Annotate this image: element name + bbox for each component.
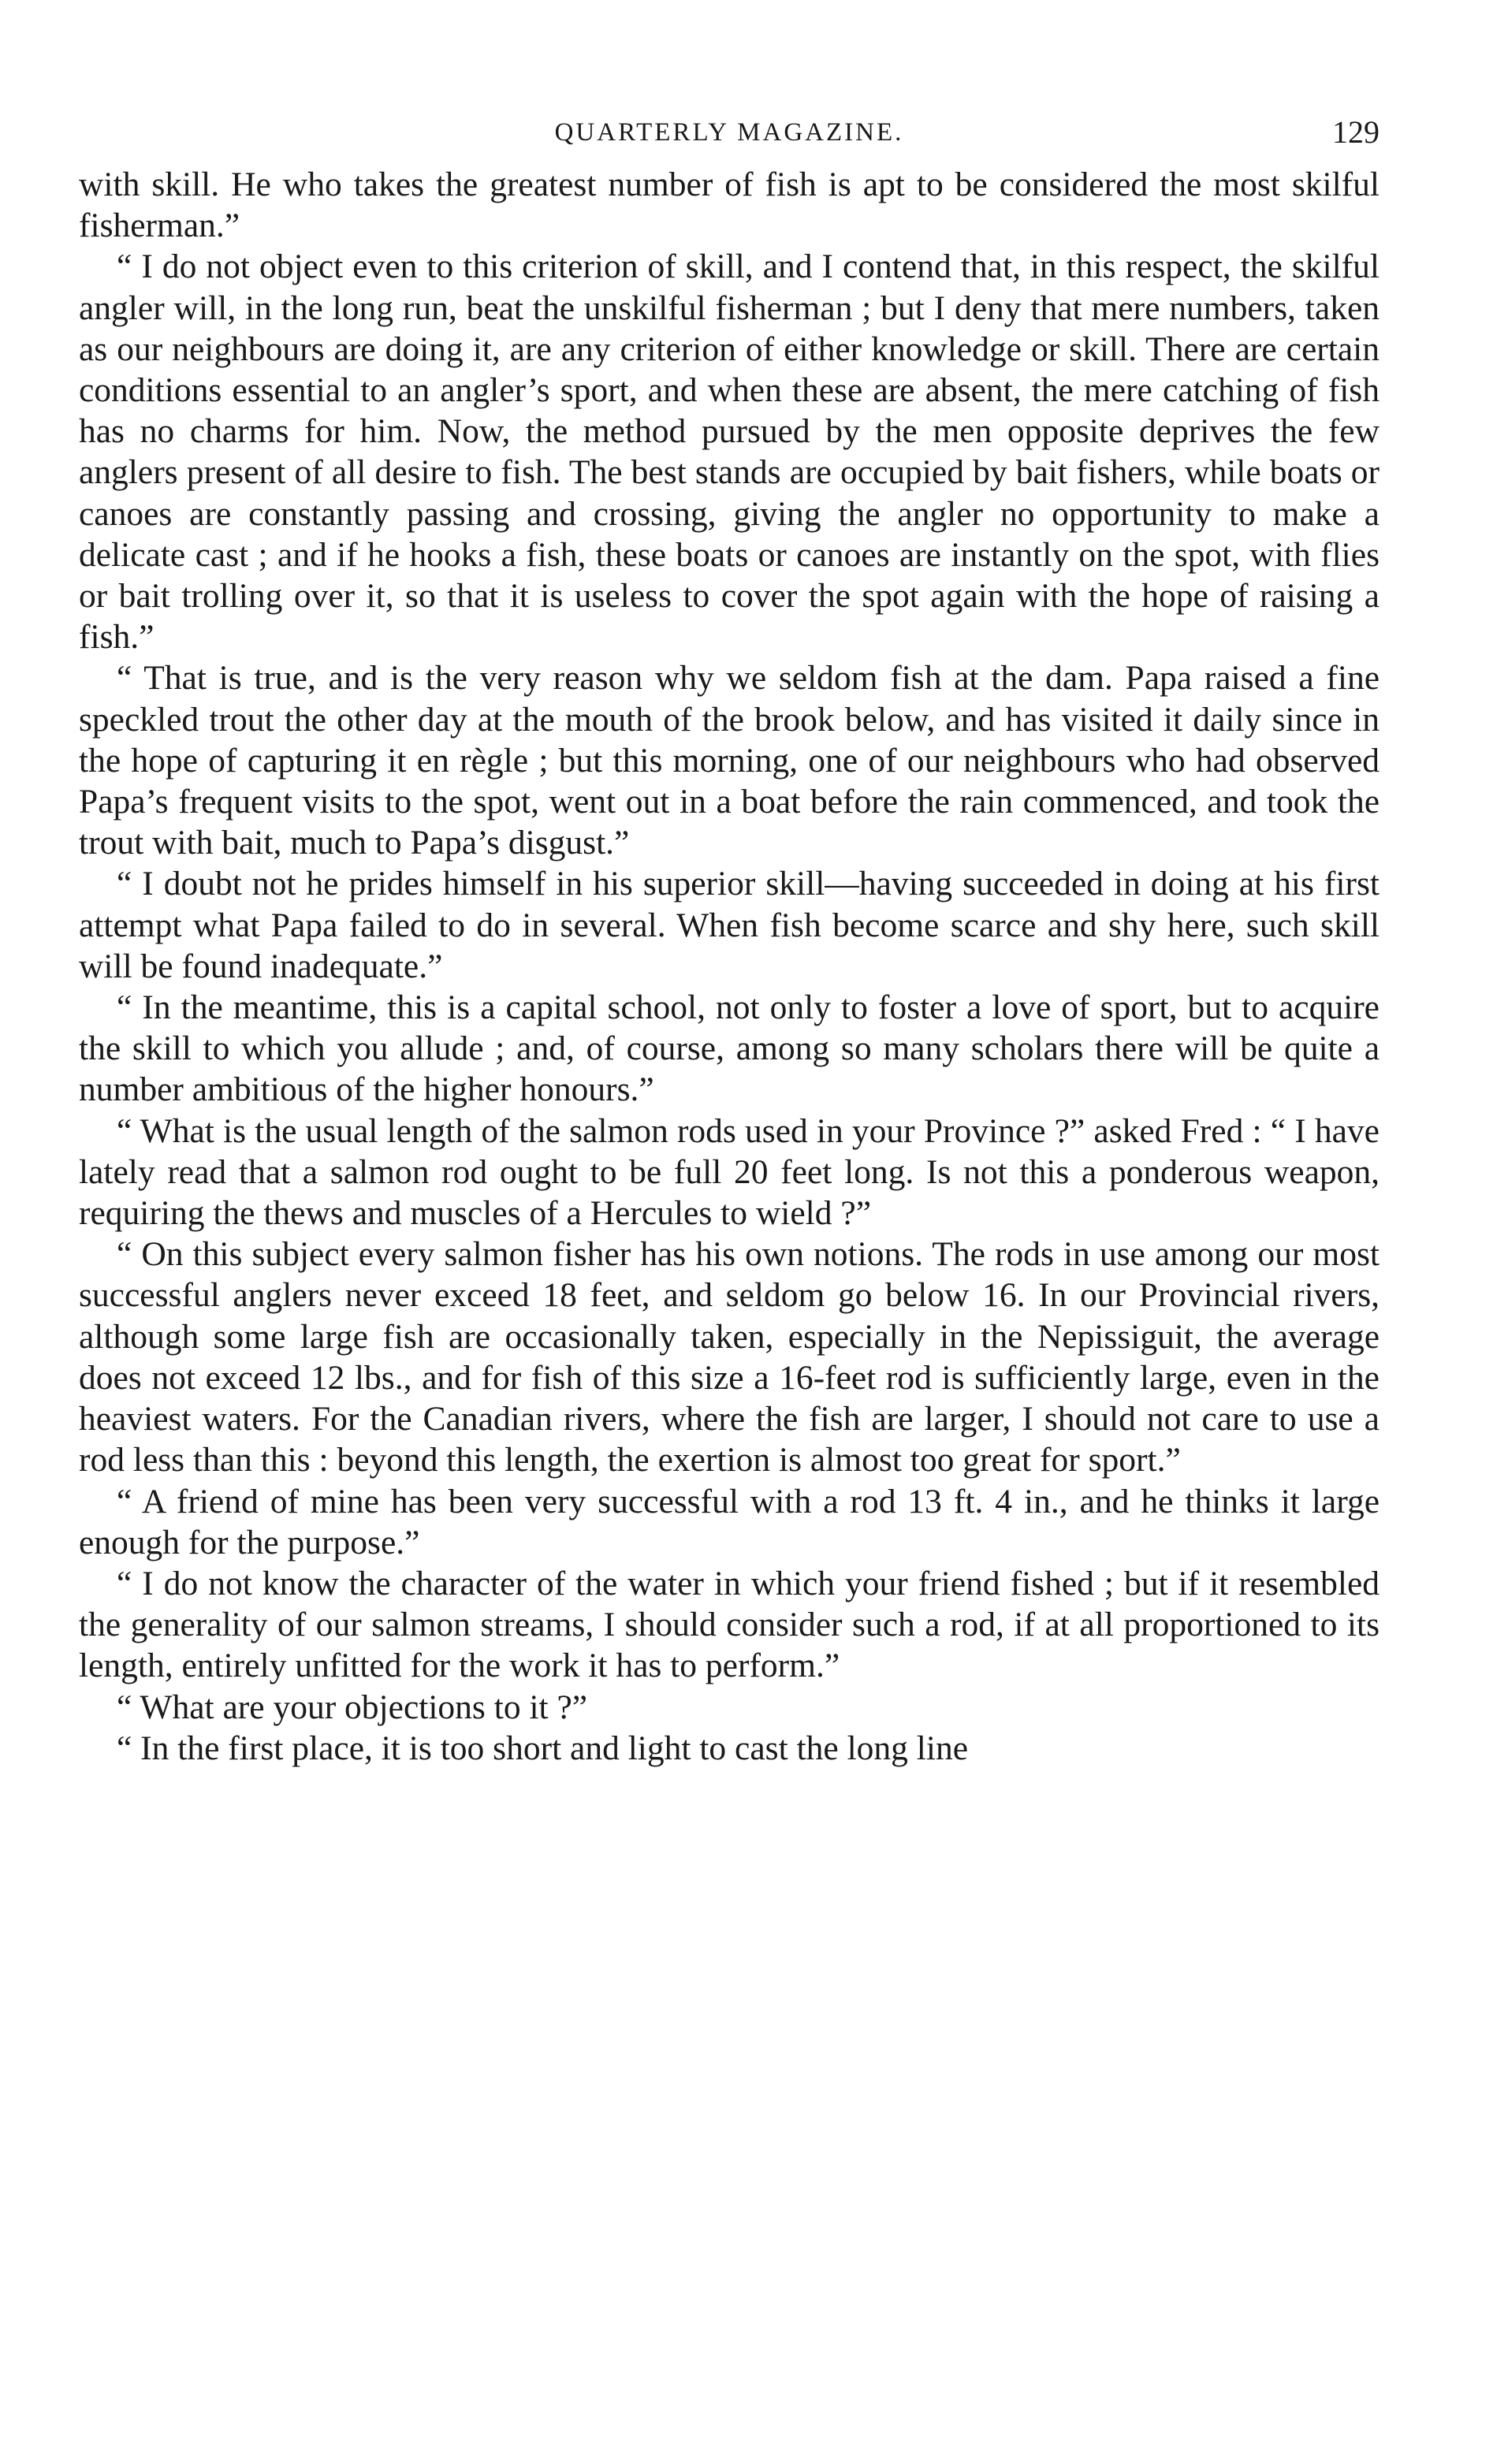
- paragraph: “ That is true, and is the very reason why we seldom fish at the dam. Papa raised a fine speckled trout the other day at the mouth of the brook below, and has visited it daily since in the hope of capturing it en règle ; but this morning, one of our neighbours who had observed Papa’s frequent visits to the spot, went out in a boat before the rain commenced, and took the trout with bait, much to Papa’s disgust.”: [79, 659, 1380, 862]
- page: [79, 110, 1380, 1769]
- paragraph: with skill. He who takes the greatest number of fish is apt to be considered the most skilful fisherman.”: [79, 166, 1380, 245]
- body-text: [79, 164, 1380, 1769]
- paragraph: “ What is the usual length of the salmon rods used in your Province ?” asked Fred : “ I have lately read that a salmon rod ought to be full 20 feet long. Is not this a ponderous weapon, requiring the thews and muscles of a Hercules to wield ?”: [79, 1111, 1380, 1233]
- paragraph: “ What are your objections to it ?”: [117, 1688, 588, 1726]
- paragraph: “ I doubt not he prides himself in his superior skill—having succeeded in doing at his first attempt what Papa failed to do in several. When fish become scarce and shy here, such skill will be found inadequate.”: [79, 865, 1380, 985]
- paragraph: “ A friend of mine has been very successful with a rod 13 ft. 4 in., and he thinks it large enough for the purpose.”: [79, 1482, 1380, 1561]
- paragraph: “ I do not know the character of the water in which your friend fished ; but if it resembled the generality of our salmon streams, I should consider such a rod, if at all proportioned to its length, entirely unfitted for the work it has to perform.”: [79, 1564, 1380, 1685]
- running-title: QUARTERLY MAGAZINE.: [554, 118, 904, 147]
- paragraph: “ On this subject every salmon fisher has his own notions. The rods in use among our most successful anglers never exceed 18 feet, and seldom go below 16. In our Provincial rivers, although some large fish are occasionally taken, especially in the Nepissiguit, the average does not exceed 12 lbs., and for fish of this size a 16-feet rod is sufficiently large, even in the heaviest waters. For the Canadian rivers, where the fish are larger, I should not care to use a rod less than this : beyond this length, the exertion is almost too great for sport.”: [79, 1235, 1380, 1480]
- paragraph: “ In the first place, it is too short and light to cast the long line: [117, 1729, 969, 1767]
- page-number: 129: [1332, 114, 1380, 150]
- paragraph: “ I do not object even to this criterion of skill, and I contend that, in this respect, the skilful angler will, in the long run, beat the unskilful fisherman ; but I deny that mere numbers, taken as our neighbours are doing it, are any criterion of either knowledge or skill. There are certain conditions essential to an angler’s sport, and when these are absent, the mere catching of fish has no charms for him. Now, the method pursued by the men opposite deprives the few anglers present of all desire to fish. The best stands are occupied by bait fishers, while boats or canoes are constantly passing and crossing, giving the angler no opportunity to make a delicate cast ; and if he hooks a fish, these boats or canoes are instantly on the spot, with flies or bait trolling over it, so that it is useless to cover the spot again with the hope of raising a fish.”: [79, 248, 1380, 657]
- paragraph: “ In the meantime, this is a capital school, not only to foster a love of sport, but to acquire the skill to which you allude ; and, of course, among so many scholars there will be quite a number ambitious of the higher honours.”: [79, 988, 1380, 1109]
- running-head: [79, 110, 1380, 158]
